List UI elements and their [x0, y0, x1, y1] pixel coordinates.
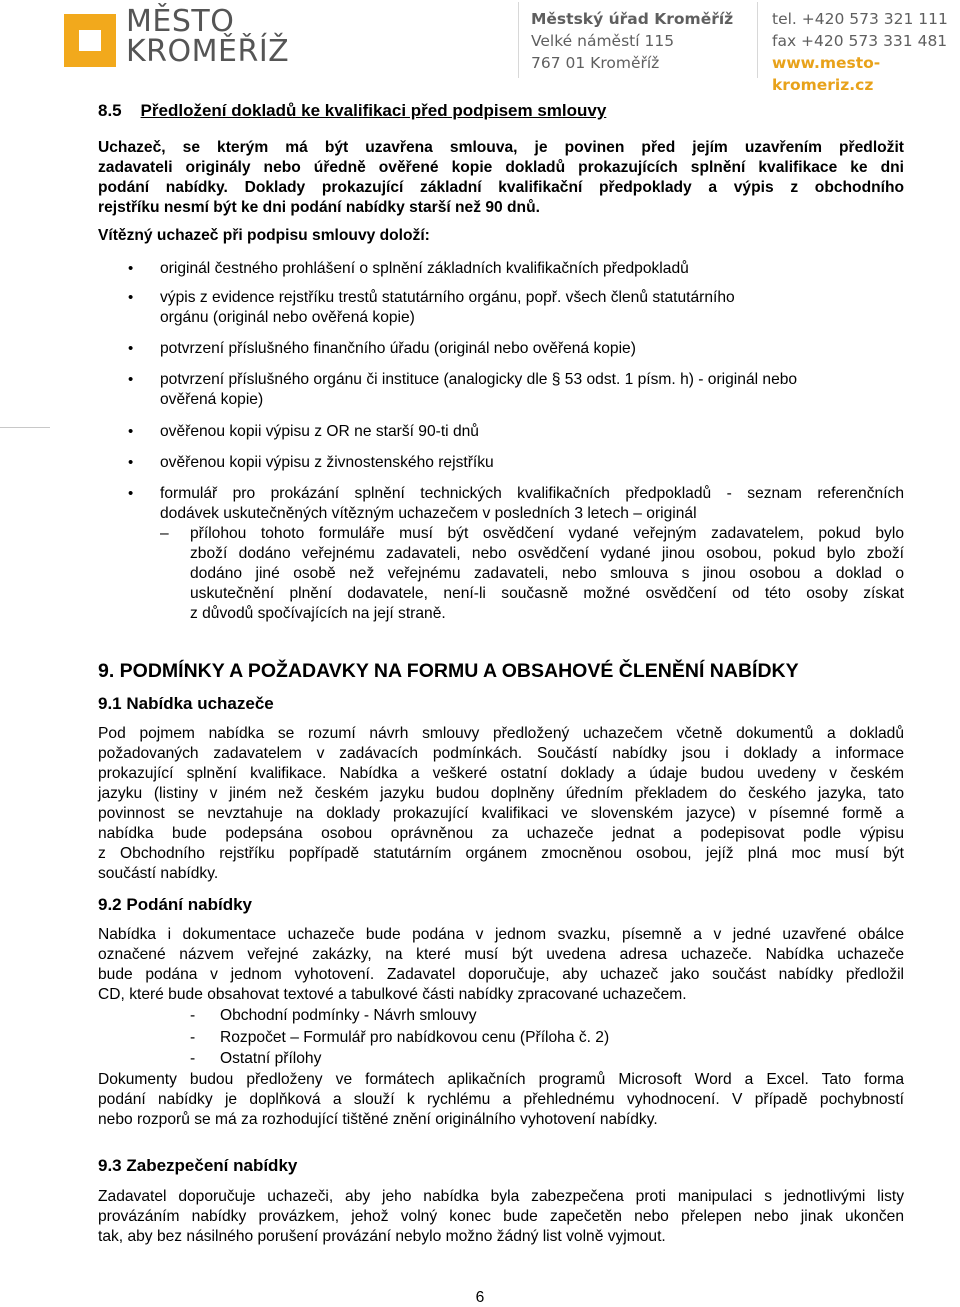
- list-item: [160, 422, 904, 442]
- paragraph-line: nebo rozporů se má za rozhodující tištěné znění originálního vyhotovení nabídky.: [98, 1111, 658, 1128]
- list-item-line: potvrzení příslušného orgánu či instituce (analogicky dle § 53 odst. 1 písm. h) - originál nebo: [160, 371, 798, 388]
- section-8-5-paragraph: [98, 138, 904, 218]
- dash-marker: -: [190, 1029, 196, 1046]
- paragraph-line: z Obchodního rejstříku popřípadě statutárním orgánem zmocněnou osobou, jejíž plná moc musí být: [98, 845, 904, 862]
- paragraph-line: Pod pojmem nabídka se rozumí návrh smlouvy předložený uchazečem včetně dokumentů a dokladů: [98, 725, 904, 742]
- section-9-2-heading: 9.2 Podání nabídky: [98, 895, 252, 914]
- section-title: Předložení dokladů ke kvalifikaci před podpisem smlouvy: [140, 101, 607, 120]
- phone: tel. +420 573 321 111: [772, 10, 948, 28]
- paragraph-line: tak, aby bez násilného porušení provázání nebylo možno žádný list volně vyjmout.: [98, 1228, 666, 1245]
- bullet-icon: [128, 288, 138, 308]
- list-item: Obchodní podmínky - Návrh smlouvy: [220, 1007, 477, 1024]
- section-9-1-paragraph: [98, 724, 904, 884]
- paragraph-line: nabídka bude podepsána osobou oprávněnou za uchazeče jednat a podepisovat podle výpisu: [98, 825, 904, 842]
- bullet-icon: [128, 370, 138, 390]
- paragraph-line: CD, které bude obsahovat textové a tabulkové části nabídky zpracované uchazečem.: [98, 986, 687, 1003]
- list-item: [160, 453, 904, 473]
- list-item-line: ověřenou kopii výpisu z živnostenského rejstříku: [160, 454, 494, 471]
- winner-intro: Vítězný uchazeč při podpisu smlouvy doloží:: [98, 227, 430, 244]
- dash-marker: –: [160, 525, 169, 542]
- paragraph-line: podání nabídky. Doklady prokazující základní kvalifikační předpoklady a výpis z obchodního: [98, 179, 904, 196]
- header-divider: [757, 2, 758, 78]
- paragraph-line: bude podána v jednom vyhotovení. Zadavatel doporučuje, aby uchazeč jako součást nabídky předložil: [98, 966, 904, 983]
- bullet-icon: [128, 259, 138, 279]
- sub-list-line: z důvodů spočívajících na její straně.: [190, 605, 446, 622]
- paragraph-line: označené názvem veřejné zakázky, na které musí být uvedena adresa uchazeče. Nabídka uchazeče: [98, 946, 904, 963]
- paragraph-line: zadavateli originály nebo úředně ověřené kopie dokladů prokazujících splnění kvalifikace ke dni: [98, 159, 904, 176]
- sub-list-line: zboží dodáno veřejnému zadavateli, nebo osvědčení vydané jinou osobou, pokud bylo zboží: [190, 545, 904, 562]
- paragraph-line: rejstříku nesmí být ke dni podání nabídky starší než 90 dnů.: [98, 199, 540, 216]
- list-item: [160, 484, 904, 524]
- logo-line-2: KROMĚŘÍŽ: [126, 34, 290, 69]
- section-9-3-paragraph: [98, 1187, 904, 1247]
- paragraph-line: součástí nabídky.: [98, 865, 219, 882]
- paragraph-line: provázáním nabídky provázkem, jehož volný konec bude zapečetěn nebo přelepen nebo jinak ukončen: [98, 1208, 904, 1225]
- paragraph-line: Zadavatel doporučuje uchazeči, aby jeho nabídka byla zabezpečena proti manipulaci s jednotlivými listy: [98, 1188, 904, 1205]
- margin-mark: [0, 427, 50, 428]
- office-contact: [772, 8, 960, 96]
- dash-marker: -: [190, 1050, 196, 1067]
- page-number: 6: [475, 1289, 485, 1306]
- bullet-icon: [128, 422, 138, 442]
- city-logo-icon: [64, 14, 116, 67]
- sub-list-item: [190, 524, 904, 624]
- office-address: [531, 8, 733, 74]
- list-item: Ostatní přílohy: [220, 1050, 322, 1067]
- paragraph-line: Dokumenty budou předloženy ve formátech aplikačních programů Microsoft Word a Excel. Tato forma: [98, 1071, 904, 1088]
- section-8-5-heading: [98, 100, 606, 122]
- paragraph-line: Uchazeč, se kterým má být uzavřena smlouva, je povinen před jejím uzavřením předložit: [98, 139, 904, 156]
- list-item: [160, 288, 904, 328]
- list-item-line: potvrzení příslušného finančního úřadu (originál nebo ověřená kopie): [160, 340, 636, 357]
- list-item: [160, 370, 904, 410]
- list-item: [160, 259, 904, 279]
- website-link[interactable]: www.mesto-kromeriz.cz: [772, 54, 881, 94]
- paragraph-line: Nabídka i dokumentace uchazeče bude podána v jednom svazku, písemně a v jedné uzavřené obálce: [98, 926, 904, 943]
- list-item-line: výpis z evidence rejstříku trestů statutárního orgánu, popř. všech členů statutárního: [160, 289, 735, 306]
- sub-list-line: přílohou tohoto formuláře musí být osvědčení vydané veřejným zadavatelem, pokud bylo: [190, 525, 904, 542]
- paragraph-line: povinnost se nevztahuje na doklady prokazující kvalifikaci ve slovenském jazyce) v písemné formě a: [98, 805, 904, 822]
- section-9-1-heading: 9.1 Nabídka uchazeče: [98, 694, 274, 713]
- header-divider: [518, 2, 519, 78]
- sub-list-line: dodáno jiné osobě než veřejnému zadavateli, nebo smlouva s jinou osobou a doklad o: [190, 565, 904, 582]
- bullet-icon: [128, 484, 138, 504]
- paragraph-line: požadovaných zadavatelem v zadávacích podmínkách. Součástí nabídky jsou i doklady a informace: [98, 745, 904, 762]
- list-item-line: ověřená kopie): [160, 391, 264, 408]
- list-item-line: dodávek uskutečněných vítězným uchazečem v posledních 3 letech – originál: [160, 505, 697, 522]
- section-9-3-heading: 9.3 Zabezpečení nabídky: [98, 1156, 298, 1175]
- paragraph-line: prokazující splnění kvalifikace. Nabídka a veškeré ostatní doklady a údaje budou uvedeny v českém: [98, 765, 904, 782]
- dash-marker: -: [190, 1007, 196, 1024]
- letterhead: [0, 0, 960, 94]
- fax: fax +420 573 331 481: [772, 32, 948, 50]
- section-9-2-paragraph-2: [98, 1070, 904, 1130]
- list-item-line: formulář pro prokázání splnění technických kvalifikačních předpokladů - seznam referenčních: [160, 485, 904, 502]
- paragraph-line: jazyku (listiny v jiném než českém jazyku budou doplněny úředním překladem do českého jazyka, tato: [98, 785, 904, 802]
- section-number: 8.5: [98, 101, 122, 120]
- list-item: [160, 339, 904, 359]
- list-item-line: originál čestného prohlášení o splnění základních kvalifikačních předpokladů: [160, 260, 689, 277]
- bullet-icon: [128, 339, 138, 359]
- office-name: Městský úřad Kroměříž: [531, 10, 734, 28]
- office-street: Velké náměstí 115: [531, 32, 675, 50]
- bullet-icon: [128, 453, 138, 473]
- list-item-line: ověřenou kopii výpisu z OR ne starší 90-ti dnů: [160, 423, 479, 440]
- logo-line-1: MĚSTO: [126, 4, 235, 39]
- list-item: Rozpočet – Formulář pro nabídkovou cenu (Příloha č. 2): [220, 1029, 610, 1046]
- list-item-line: orgánu (originál nebo ověřená kopie): [160, 309, 415, 326]
- sub-list-line: uskutečnění plnění dodavatele, není-li současně možné osvědčení od této osoby získat: [190, 585, 904, 602]
- office-city: 767 01 Kroměříž: [531, 54, 660, 72]
- section-9-2-paragraph: [98, 925, 904, 1005]
- section-9-heading: 9. PODMÍNKY A POŽADAVKY NA FORMU A OBSAHOVÉ ČLENĚNÍ NABÍDKY: [98, 660, 799, 682]
- paragraph-line: podání nabídky je doplňková a slouží k rychlému a přehlednému vyhodnocení. V případě pochybností: [98, 1091, 904, 1108]
